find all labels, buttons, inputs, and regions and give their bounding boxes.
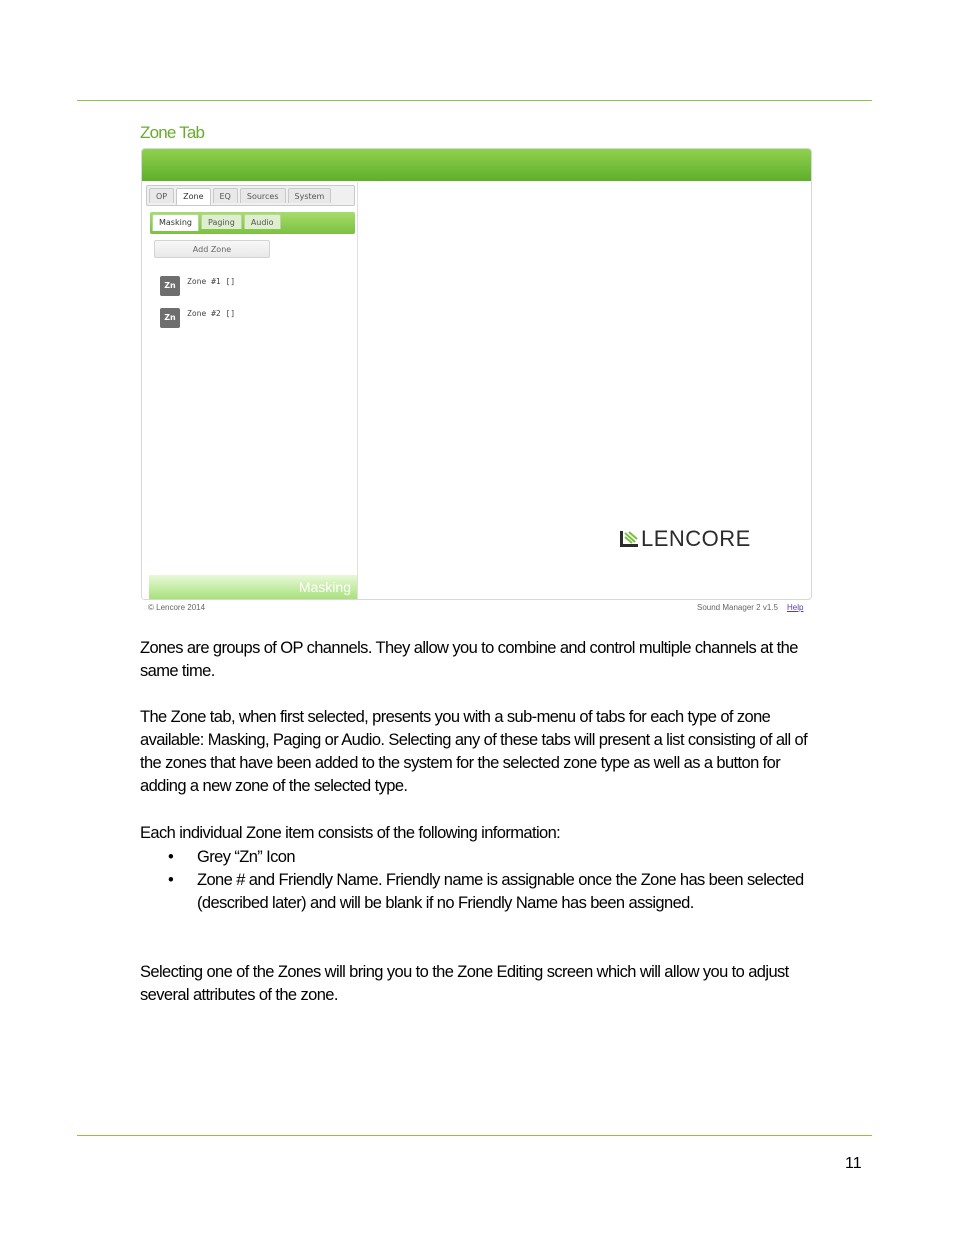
list-item: • Grey “Zn” Icon xyxy=(140,846,820,869)
tab-sources[interactable]: Sources xyxy=(240,188,286,203)
tab-eq[interactable]: EQ xyxy=(213,188,238,203)
paragraph-zone-selection: Selecting one of the Zones will bring you to the Zone Editing screen which will allow you to adjust several attributes of the zone. xyxy=(140,963,789,1004)
zone-list-item[interactable] xyxy=(160,276,310,298)
page-number: 11 xyxy=(845,1155,862,1172)
zone-label: Zone #1 [] xyxy=(187,277,236,286)
copyright-text: © Lencore 2014 xyxy=(148,603,206,612)
paragraph-zone-tab: The Zone tab, when first selected, presents you with a sub-menu of tabs for each type of zone available: Masking, Paging or Audio. Selecting any of these tabs will present a list consisting of all of the zones that have been added to the system for the selected zone type as well as a button for adding a new zone of the selected type. xyxy=(140,708,808,795)
paragraph-zones-intro: Zones are groups of OP channels. They allow you to combine and control multiple channels at the same time. xyxy=(140,639,798,680)
tab-op[interactable]: OP xyxy=(149,188,174,203)
subtab-paging[interactable]: Paging xyxy=(201,214,242,229)
subtab-audio[interactable]: Audio xyxy=(244,214,281,229)
zone-list-item[interactable] xyxy=(160,308,310,330)
tab-zone[interactable]: Zone xyxy=(176,188,210,205)
zone-label: Zone #2 [] xyxy=(187,309,236,318)
list-item: • Zone # and Friendly Name. Friendly name is assignable once the Zone has been selected (described later) and will be blank if no Friendly Name has been assigned. xyxy=(140,869,820,915)
lencore-logo-text: LENCORE xyxy=(641,526,751,551)
zone-info-list xyxy=(140,846,820,915)
help-link[interactable]: Help xyxy=(787,603,804,612)
tab-system[interactable]: System xyxy=(288,188,332,203)
section-title: Zone Tab xyxy=(140,123,205,142)
zone-icon: Zn xyxy=(160,276,180,296)
lencore-logo-icon xyxy=(620,531,638,547)
zone-icon: Zn xyxy=(160,308,180,328)
version-text: Sound Manager 2 v1.5 xyxy=(697,603,778,612)
zone-side-panel xyxy=(143,182,358,599)
bottom-rule xyxy=(77,1135,872,1136)
paragraph-zone-item: Each individual Zone item consists of the following information: xyxy=(140,824,561,842)
panel-footer-label: Masking xyxy=(149,575,357,599)
app-header-bar xyxy=(142,149,811,181)
lencore-logo xyxy=(620,528,751,550)
main-tab-bar xyxy=(146,185,355,206)
sub-tab-bar xyxy=(150,212,355,234)
top-rule xyxy=(77,100,872,101)
add-zone-button[interactable]: Add Zone xyxy=(154,240,270,258)
subtab-masking[interactable]: Masking xyxy=(152,214,199,231)
